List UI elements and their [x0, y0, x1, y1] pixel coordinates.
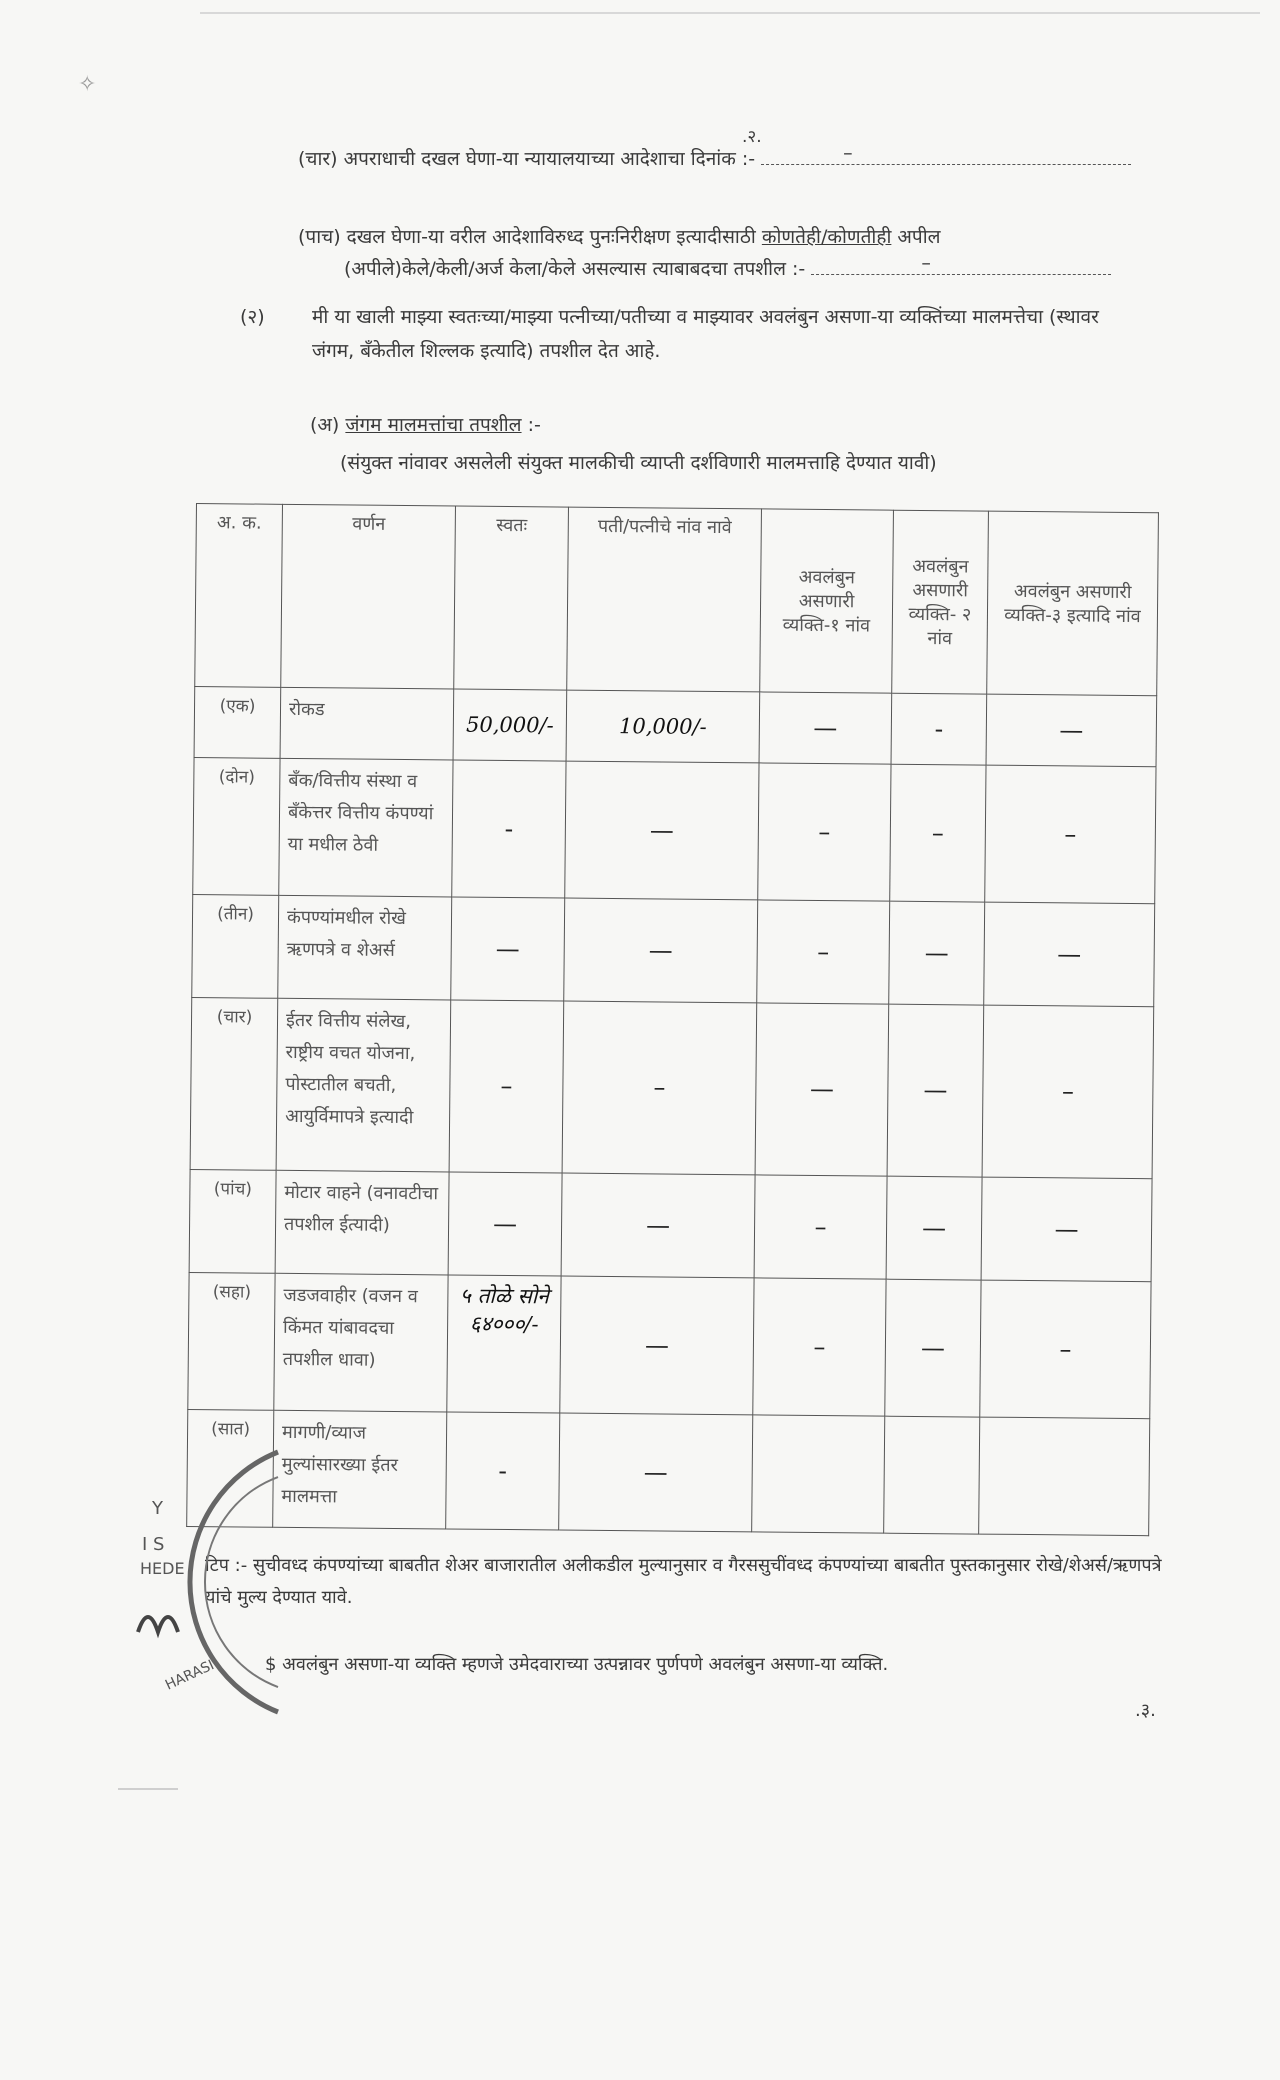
cell-dependent-3: — [981, 1177, 1152, 1282]
row-serial: (सहा) [188, 1272, 275, 1410]
cell-dependent-2: — [886, 1176, 982, 1280]
cell-self: ५ तोळे सोने ६४०००/- [447, 1275, 561, 1413]
cell-spouse: — [561, 1173, 755, 1278]
next-page-number: .३. [1135, 1700, 1156, 1721]
section-a-note: (संयुक्त नांवावर असलेली संयुक्त मालकीची व्याप्ती दर्शविणारी मालमत्ताहि देण्यात यावी) [340, 452, 937, 474]
cell-dependent-3: — [984, 902, 1155, 1007]
item-four-label: (चार) अपराधाची दखल घेणा-या न्यायालयाच्या आदेशाचा दिनांक :- [298, 148, 756, 170]
row-serial: (चार) [190, 998, 278, 1170]
stamp-inner-ring [205, 1477, 278, 1687]
row-description: मोटार वाहने (वनावटीचा तपशील ईत्यादी) [275, 1170, 449, 1275]
item-five-text: (अपीले)केले/केली/अर्ज केला/केले असल्यास त्याबाबदचा तपशील :- [344, 258, 806, 280]
cell-dependent-1: — [759, 692, 892, 764]
section-a-suffix: :- [521, 414, 541, 436]
col-header-description: वर्णन [281, 504, 456, 689]
cell-dependent-1: – [757, 900, 890, 1004]
stamp-text: I S [142, 1534, 165, 1555]
filled-mark: – [921, 252, 931, 274]
cell-dependent-1: – [753, 1278, 886, 1417]
cell-spouse: — [560, 1276, 754, 1415]
cell-dependent-2 [884, 1416, 980, 1534]
col-header-dependent-1: अवलंबुन असणारी व्यक्ति-१ नांव [760, 509, 894, 693]
item-four-blank [761, 142, 1131, 165]
scan-edge [200, 12, 1260, 14]
cell-dependent-1 [752, 1415, 885, 1533]
col-header-self: स्वतः [454, 506, 569, 690]
row-serial: (पांच) [189, 1169, 276, 1273]
footnote-1: टिप :- सुचीवध्द कंपण्यांच्या बाबतीत शेअर बाजारातील अलीकडील मुल्यानुसार व गैरससुचींवध्द कंपण्यांच्या बाबतीत पुस्तकानुसार रोखे/शेअर्स/ऋणपत्रे यांचे मुल्य देण्यात यावे. [205, 1555, 1162, 1608]
row-serial: (सात) [187, 1409, 274, 1527]
cell-self: 50,000/- [453, 689, 567, 761]
cell-self: — [448, 1172, 562, 1276]
row-description: कंपण्यांमधील रोखे ऋणपत्रे व शेअर्स [278, 895, 452, 1000]
cell-dependent-1: – [758, 763, 891, 902]
cell-self: - [452, 760, 566, 898]
row-description: मागणी/व्याज मुल्यांसारख्या ईतर मालमत्ता [273, 1410, 447, 1529]
scan-edge [118, 1788, 178, 1790]
footnote-2: $ अवलंबुन असणा-या व्यक्ति म्हणजे उमेदवाराच्या उत्पन्नावर पुर्णपणे अवलंबुन असणा-या व्यक्ति. [265, 1654, 889, 1675]
cell-dependent-3: – [980, 1280, 1151, 1419]
official-stamp [128, 1432, 288, 1732]
cell-dependent-2: — [885, 1279, 981, 1417]
item-five-blank [811, 252, 1111, 275]
cell-self: – [449, 1000, 564, 1173]
col-header-dependent-3: अवलंबुन असणारी व्यक्ति-३ इत्यादि नांव [987, 511, 1159, 696]
section-two-text: मी या खाली माझ्या स्वतःच्या/माझ्या पत्नीच्या/पतीच्या व माझ्यावर अवलंबुन असणा-या व्यक्तिंच्या मालमत्तेचा (स्थावर जंगम, बँकेतील शिल्लक इत्यादि) तपशील देत आहे. [312, 306, 1099, 362]
item-five-text: (पाच) दखल घेणा-या वरील आदेशाविरुध्द पुनःनिरीक्षण इत्यादीसाठी [298, 226, 762, 248]
table-header-row [195, 504, 1159, 696]
row-description: ईतर वित्तीय संलेख, राष्ट्रीय वचत योजना, पोस्टातील बचती, आयुर्विमापत्रे इत्यादी [276, 998, 451, 1171]
cell-dependent-1: — [755, 1003, 889, 1176]
col-header-serial: अ. क. [195, 504, 283, 688]
table-row [190, 998, 1154, 1179]
cell-self: - [446, 1412, 560, 1530]
row-serial: (तीन) [192, 895, 279, 999]
section-a-label: (अ) [310, 414, 346, 436]
row-description: बँक/वित्तीय संस्था व बँकेत्तर वित्तीय कंपण्यां या मधील ठेवी [279, 758, 453, 897]
emblem-icon [138, 1617, 178, 1632]
section-a-heading [310, 414, 541, 437]
cell-spouse: — [559, 1413, 753, 1532]
cell-dependent-3: — [986, 694, 1157, 766]
cell-dependent-2: - [891, 693, 987, 765]
item-five-line2 [344, 252, 1111, 281]
cell-dependent-2: — [887, 1004, 984, 1177]
row-serial: (दोन) [193, 757, 280, 895]
cell-spouse: — [564, 898, 758, 1003]
filled-mark: – [843, 142, 853, 164]
item-five-line1 [298, 226, 941, 249]
stamp-text: Y [152, 1498, 163, 1519]
cell-dependent-2: — [889, 901, 985, 1005]
cell-dependent-1: – [754, 1175, 887, 1279]
table-row [189, 1169, 1152, 1281]
cell-dependent-3 [979, 1417, 1150, 1536]
col-header-dependent-2: अवलंबुन असणारी व्यक्ति- २ नांव [892, 510, 989, 694]
col-header-spouse: पती/पत्नीचे नांव नावे [567, 507, 762, 692]
star-icon: ✧ [78, 72, 97, 97]
table-row [188, 1272, 1151, 1419]
row-description: जडजवाहीर (वजन व किंमत यांबावदचा तपशील धावा) [274, 1273, 448, 1412]
cell-self: — [451, 897, 565, 1001]
row-serial: (एक) [194, 686, 281, 758]
stamp-text: HEDE [140, 1559, 185, 1578]
cell-spouse: 10,000/- [566, 690, 760, 763]
table-row [193, 757, 1156, 904]
cell-dependent-2: – [890, 764, 986, 902]
item-four [298, 142, 1131, 171]
item-five-underlined: कोणतेही/कोणतीही [761, 226, 892, 248]
item-five-text: अपील [891, 226, 941, 248]
movable-assets-table [186, 503, 1159, 1536]
cell-dependent-3: – [982, 1005, 1154, 1178]
section-a-title: जंगम मालमत्तांचा तपशील [345, 414, 522, 436]
table-row [187, 1409, 1150, 1535]
cell-spouse: — [565, 761, 759, 900]
cell-dependent-3: – [985, 765, 1156, 904]
cell-spouse: – [562, 1001, 757, 1174]
page-number: .२. [742, 127, 762, 147]
section-two-number: (२) [240, 306, 265, 328]
table-row [194, 686, 1157, 766]
row-description: रोकड [280, 687, 454, 759]
table-row [192, 895, 1155, 1007]
stamp-text: HARASI [162, 1657, 217, 1694]
